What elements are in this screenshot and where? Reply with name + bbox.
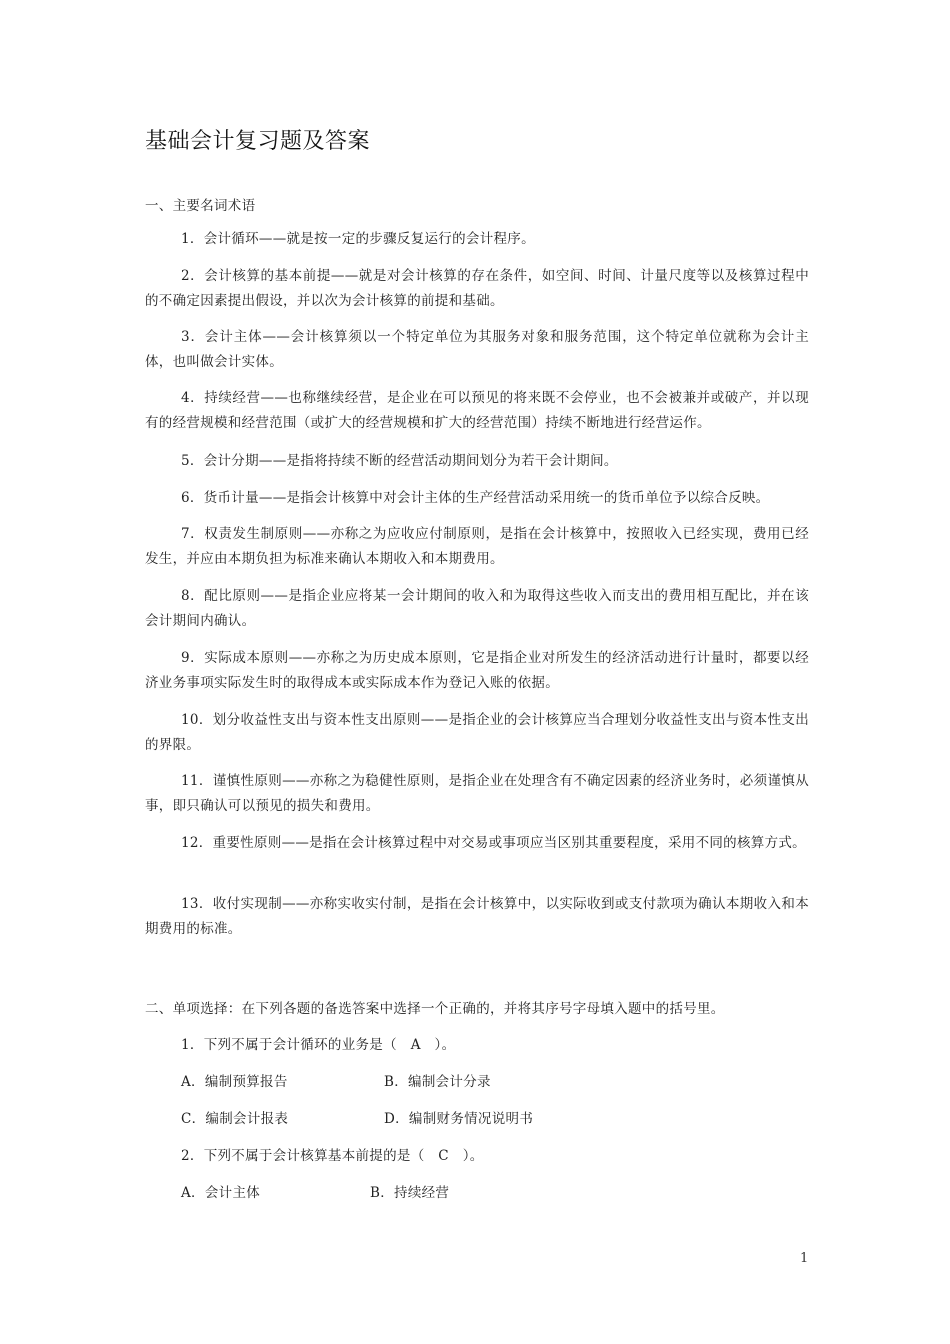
question-1: 1．下列不属于会计循环的业务是（ A ）。 <box>181 1037 456 1053</box>
term-item: 3．会计主体——会计核算须以一个特定单位为其服务对象和服务范围，这个特定单位就称为会计主体，也叫做会计实体。 <box>145 329 809 370</box>
section-heading-choice: 二、单项选择：在下列各题的备选答案中选择一个正确的，并将其序号字母填入题中的括号里。 <box>145 1001 725 1017</box>
term-item: 12．重要性原则——是指在会计核算过程中对交易或事项应当区别其重要程度，采用不同的核算方式。 <box>181 835 806 851</box>
term-item: 4．持续经营——也称继续经营，是企业在可以预见的将来既不会停业，也不会被兼并或破产，并以现有的经营规模和经营范围（或扩大的经营规模和扩大的经营范围）持续不断地进行经营运作。 <box>145 390 809 431</box>
document-title: 基础会计复习题及答案 <box>145 129 371 154</box>
question-1-option-c: C．编制会计报表 <box>181 1111 289 1127</box>
question-1-option-d: D．编制财务情况说明书 <box>384 1111 534 1127</box>
section-heading-terms: 一、主要名词术语 <box>145 198 256 214</box>
term-item: 10．划分收益性支出与资本性支出原则——是指企业的会计核算应当合理划分收益性支出与资本性支出的界限。 <box>145 712 809 753</box>
term-item: 5．会计分期——是指将持续不断的经营活动期间划分为若干会计期间。 <box>181 453 618 469</box>
question-2-option-b: B．持续经营 <box>370 1185 450 1201</box>
term-item: 2．会计核算的基本前提——就是对会计核算的存在条件，如空间、时间、计量尺度等以及核算过程中的不确定因素提出假设，并以次为会计核算的前提和基础。 <box>145 268 809 309</box>
term-item: 1．会计循环——就是按一定的步骤反复运行的会计程序。 <box>181 231 535 247</box>
question-1-option-a: A．编制预算报告 <box>181 1074 288 1090</box>
term-item: 9．实际成本原则——亦称之为历史成本原则，它是指企业对所发生的经济活动进行计量时，都要以经济业务事项实际发生时的取得成本或实际成本作为登记入账的依据。 <box>145 650 809 691</box>
term-item: 8．配比原则——是指企业应将某一会计期间的收入和为取得这些收入而支出的费用相互配比，并在该会计期间内确认。 <box>145 588 809 629</box>
question-2-option-a: A．会计主体 <box>181 1185 261 1201</box>
question-1-option-b: B．编制会计分录 <box>384 1074 491 1090</box>
term-item: 6．货币计量——是指会计核算中对会计主体的生产经营活动采用统一的货币单位予以综合反映。 <box>181 490 770 506</box>
term-item: 11．谨慎性原则——亦称之为稳健性原则，是指企业在处理含有不确定因素的经济业务时，必须谨慎从事，即只确认可以预见的损失和费用。 <box>145 773 809 814</box>
page-number: 1 <box>800 1251 809 1266</box>
term-item: 7．权责发生制原则——亦称之为应收应付制原则，是指在会计核算中，按照收入已经实现，费用已经发生，并应由本期负担为标准来确认本期收入和本期费用。 <box>145 526 809 567</box>
question-2: 2．下列不属于会计核算基本前提的是（ C ）。 <box>181 1148 484 1164</box>
term-item: 13．收付实现制——亦称实收实付制，是指在会计核算中，以实际收到或支付款项为确认本期收入和本期费用的标准。 <box>145 896 809 937</box>
